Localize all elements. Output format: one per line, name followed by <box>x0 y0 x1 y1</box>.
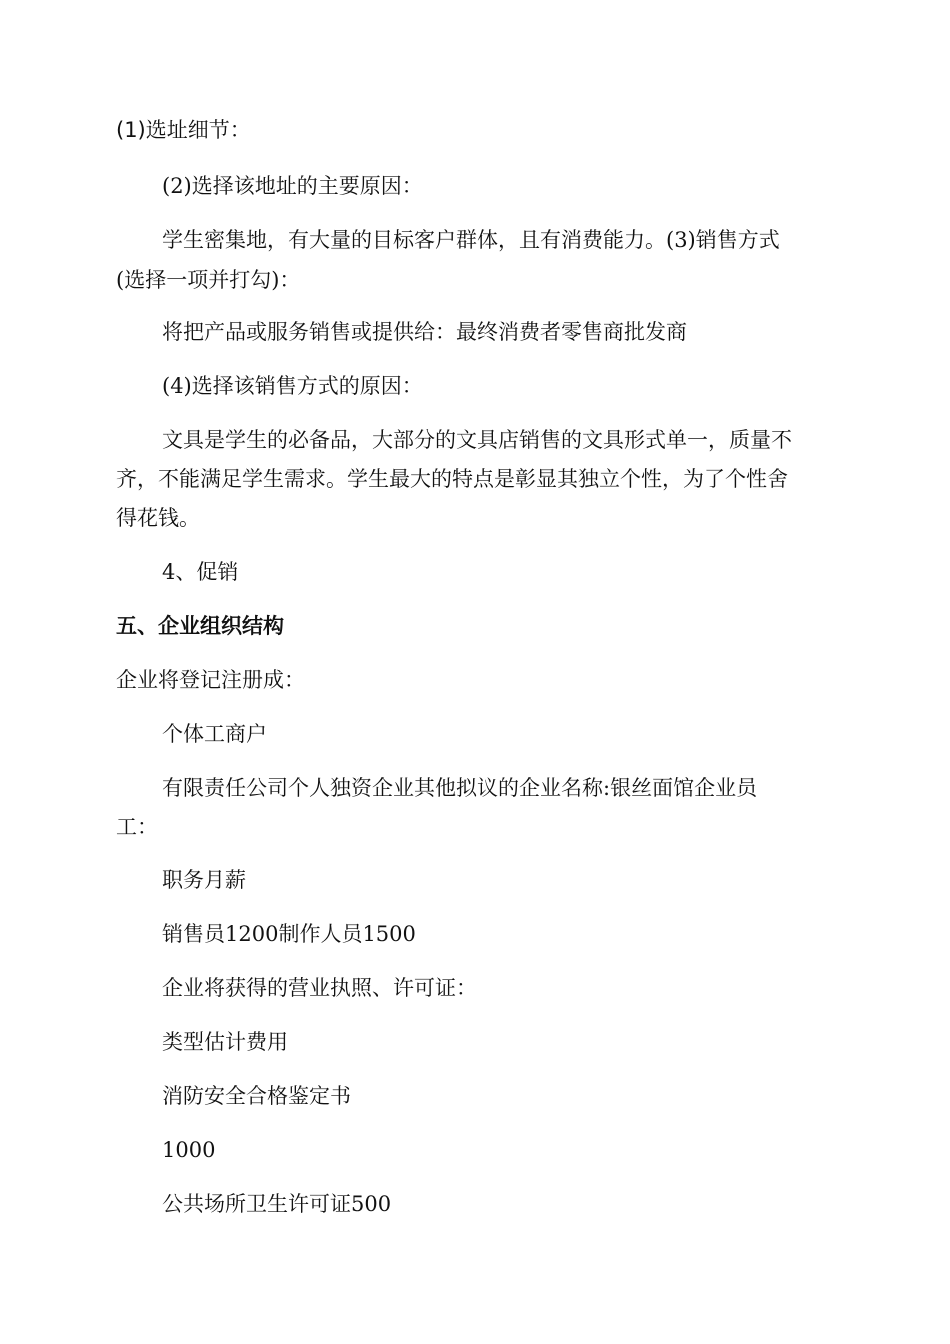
registration-label: 企业将登记注册成： <box>116 668 305 692</box>
license-table-header: 类型估计费用 <box>162 1030 288 1054</box>
sales-method-reason-label: (4)选择该销售方式的原因： <box>162 374 423 398</box>
site-details-text: 选址细节： <box>145 118 251 142</box>
sales-method-reason-line-2: 齐，不能满足学生需求。学生最大的特点是彰显其独立个性，为了个性舍 <box>116 467 788 491</box>
fire-safety-certificate: 消防安全合格鉴定书 <box>162 1084 351 1108</box>
site-details-label <box>116 112 836 148</box>
sales-method-note: (选择一项并打勾)： <box>116 268 301 292</box>
sales-method-reason-line-3: 得花钱。 <box>116 506 200 530</box>
fire-safety-cost: 1000 <box>162 1138 216 1162</box>
site-reason-text: 学生密集地，有大量的目标客户群体，且有消费能力。(3)销售方式 <box>162 228 780 252</box>
salary-header: 职务月薪 <box>162 868 246 892</box>
licenses-label: 企业将获得的营业执照、许可证： <box>162 976 477 1000</box>
registration-type: 个体工商户 <box>162 722 267 746</box>
public-health-license: 公共场所卫生许可证500 <box>162 1192 392 1216</box>
company-options-line-2: 工： <box>116 815 158 839</box>
sales-method-reason-line-1: 文具是学生的必备品，大部分的文具店销售的文具形式单一，质量不 <box>162 428 792 452</box>
promotion-heading: 4、促销 <box>162 560 239 584</box>
sales-targets: 将把产品或服务销售或提供给：最终消费者零售商批发商 <box>162 320 687 344</box>
site-reason-label: (2)选择该地址的主要原因： <box>162 174 423 198</box>
company-options-line-1: 有限责任公司个人独资企业其他拟议的企业名称:银丝面馆企业员 <box>162 776 758 800</box>
section-heading-organization: 五、企业组织结构 <box>116 614 284 638</box>
site-details-number: (1) <box>116 118 146 142</box>
salary-values: 销售员1200制作人员1500 <box>162 922 416 946</box>
